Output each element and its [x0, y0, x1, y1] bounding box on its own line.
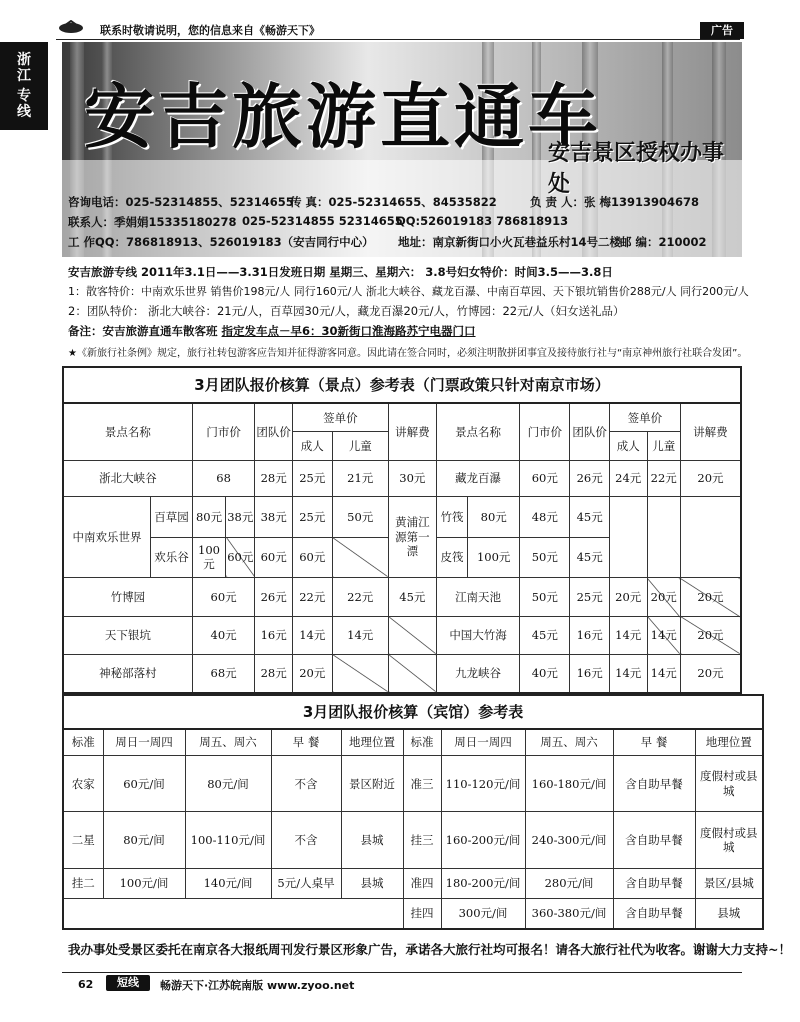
adult-price: 38元 — [255, 497, 293, 537]
col-header-adult: 成人 — [292, 432, 332, 460]
col-header-gate: 门市价 — [192, 403, 255, 460]
group-price: 28元 — [255, 654, 293, 693]
weekday-price: 80元/间 — [103, 812, 185, 868]
group-price: 38元 — [226, 497, 255, 537]
work-qq: 工 作QQ：786818913、526019183（安吉同行中心） — [68, 235, 374, 249]
spot-name: 竹博园 — [63, 578, 192, 616]
location: 县城 — [695, 899, 763, 929]
weekend-price: 100-110元/间 — [185, 812, 271, 868]
sub-spot-name: 皮筏 — [436, 537, 467, 577]
location: 度假村或县城 — [695, 756, 763, 812]
breakfast: 含自助早餐 — [613, 868, 695, 898]
col-header-child: 儿童 — [332, 432, 388, 460]
adult-price: 14元 — [609, 616, 647, 654]
adult-price: 60元 — [255, 537, 293, 577]
group-price: 48元 — [520, 497, 570, 537]
hotel-grade: 准四 — [403, 868, 441, 898]
breakfast: 含自助早餐 — [613, 756, 695, 812]
child-price: 14元 — [332, 616, 388, 654]
section-tab-char: 线 — [17, 104, 31, 120]
ad-banner — [62, 42, 742, 257]
group-price: 26元 — [570, 460, 610, 496]
weekend-price: 240-300元/间 — [525, 812, 613, 868]
group-price-line: 2：团队特价： 浙北大峡谷：21元/人，百草园30元/人，藏龙百瀑20元/人，竹博园：22元/人（妇女送礼品） — [68, 304, 625, 318]
contact-person: 联系人：季娟娟15335180278 — [68, 215, 237, 229]
location: 县城 — [341, 868, 403, 898]
spot-name: 神秘部落村 — [63, 654, 192, 693]
remark-line — [68, 323, 476, 339]
hotel-grade: 二星 — [63, 812, 103, 868]
contact-qq: QQ:526019183 786818913 — [396, 214, 569, 228]
table-row — [63, 497, 741, 537]
page-footer — [62, 972, 742, 994]
child-price: 22元 — [647, 460, 680, 496]
table2-header-row — [63, 729, 763, 755]
weekend-price: 280元/间 — [525, 868, 613, 898]
guide-fee: 20元 — [680, 654, 741, 693]
group-price: 16元 — [570, 654, 610, 693]
hotel-grade: 农家 — [63, 756, 103, 812]
gate-price: 80元 — [192, 497, 225, 537]
section-tab — [0, 42, 48, 130]
col-header: 周五、周六 — [185, 729, 271, 755]
col-header: 地理位置 — [695, 729, 763, 755]
gate-price: 100元 — [468, 537, 520, 577]
magazine-logo-icon — [58, 20, 84, 34]
publication-name: 畅游天下·江苏皖南版 www.zyoo.net — [160, 979, 355, 992]
section-tab-char: 专 — [17, 88, 31, 104]
weekend-price: 80元/间 — [185, 756, 271, 812]
weekday-price: 100元/间 — [103, 868, 185, 898]
office-address: 地址：南京新街口小火瓦巷益乐村14号二楼 — [398, 235, 622, 249]
hotel-grade: 挂三 — [403, 812, 441, 868]
empty-cell — [609, 537, 647, 577]
empty-cell — [609, 497, 647, 537]
hotel-grade: 挂二 — [63, 868, 103, 898]
gate-price: 45元 — [520, 616, 570, 654]
location: 景区/县城 — [695, 868, 763, 898]
section-badge: 短线 — [106, 975, 150, 991]
struck-cell — [388, 654, 436, 693]
group-price: 16元 — [570, 616, 610, 654]
guide-fee: 30元 — [388, 460, 436, 496]
child-price: 60元 — [292, 537, 332, 577]
table-row — [63, 812, 763, 868]
child-price: 25元 — [292, 497, 332, 537]
gate-price: 40元 — [520, 654, 570, 693]
hotel-grade: 挂四 — [403, 899, 441, 929]
adult-price: 20元 — [292, 654, 332, 693]
guide-fee: 20元 — [680, 460, 741, 496]
col-header-adult: 成人 — [609, 432, 647, 460]
adult-price: 24元 — [609, 460, 647, 496]
gate-price: 40元 — [192, 616, 255, 654]
contact-phone: 咨询电话：025-52314855、52314655 — [68, 195, 294, 209]
adult-price: 25元 — [292, 460, 332, 496]
location: 度假村或县城 — [695, 812, 763, 868]
scenic-price-table — [62, 366, 742, 694]
col-header: 早 餐 — [613, 729, 695, 755]
empty-cell — [680, 497, 741, 537]
gate-price: 100元 — [192, 537, 225, 577]
individual-price-line: 1：散客特价：中南欢乐世界 销售价198元/人 同行160元/人 浙北大峡谷、藏龙百瀑、中南百草园、天下银坑销售价288元/人 同行200元/人 — [68, 285, 749, 298]
breakfast: 不含 — [271, 812, 341, 868]
guide-fee: 20元 — [680, 578, 741, 616]
struck-cell — [332, 537, 388, 577]
col-header: 标准 — [403, 729, 441, 755]
empty-cell — [341, 899, 403, 929]
empty-cell — [680, 537, 741, 577]
empty-cell — [647, 497, 680, 537]
gate-price: 68 — [192, 460, 255, 496]
col-header-sign: 签单价 — [292, 403, 388, 431]
weekday-price: 300元/间 — [441, 899, 525, 929]
table1-caption: 3月团队报价核算（景点）参考表（门票政策只针对南京市场） — [63, 367, 741, 403]
col-header: 标准 — [63, 729, 103, 755]
col-header: 周日一周四 — [441, 729, 525, 755]
child-price: 21元 — [332, 460, 388, 496]
schedule-line: 安吉旅游专线 2011年3.1日——3.31日发班日期 星期三、星期六： 3.8号妇女特价：时间3.5——3.8日 — [68, 265, 613, 279]
weekday-price: 160-200元/间 — [441, 812, 525, 868]
footer-divider — [62, 972, 742, 973]
page-number: 62 — [78, 978, 94, 991]
gate-price: 60元 — [520, 460, 570, 496]
group-price: 50元 — [520, 537, 570, 577]
group-price: 60元 — [226, 537, 255, 577]
hotel-grade: 准三 — [403, 756, 441, 812]
group-price: 28元 — [255, 460, 293, 496]
weekend-price: 360-380元/间 — [525, 899, 613, 929]
adult-price: 22元 — [292, 578, 332, 616]
location: 景区附近 — [341, 756, 403, 812]
spot-name: 藏龙百瀑 — [436, 460, 519, 496]
gate-price: 50元 — [520, 578, 570, 616]
postal-code: 邮 编：210002 — [620, 235, 707, 249]
departure-point: 指定发车点－早6：30新街口淮海路苏宁电器门口 — [221, 324, 476, 338]
breakfast: 含自助早餐 — [613, 899, 695, 929]
col-header: 地理位置 — [341, 729, 403, 755]
hotel-price-table — [62, 694, 764, 930]
section-tab-char: 江 — [17, 68, 31, 84]
regulation-note: ★《新旅行社条例》规定，旅行社转包游客应告知并征得游客同意。因此请在签合同时，必须注明散拼团事宜及接待旅行社与“南京神州旅行社联合发团”。 — [68, 348, 748, 359]
remark-text: 备注：安吉旅游直通车散客班 — [68, 324, 222, 338]
banner-title: 安吉旅游直通车 — [84, 76, 602, 158]
table-row — [63, 899, 763, 929]
weekday-price: 110-120元/间 — [441, 756, 525, 812]
gate-price: 60元 — [192, 578, 255, 616]
table-row — [63, 654, 741, 693]
col-header-name: 景点名称 — [436, 403, 519, 460]
sub-spot-name: 欢乐谷 — [151, 537, 193, 577]
spot-name: 黄浦江源第一漂 — [388, 497, 436, 578]
col-header-sign: 签单价 — [609, 403, 680, 431]
spot-name: 中国大竹海 — [436, 616, 519, 654]
table2-caption: 3月团队报价核算（宾馆）参考表 — [63, 695, 763, 729]
table-row — [63, 460, 741, 496]
contact-phone-2: 025-52314855 52314655 — [242, 214, 403, 228]
child-price: 14元 — [647, 616, 680, 654]
contact-fax: 传 真：025-52314655、84535822 — [290, 195, 497, 209]
col-header-guide: 讲解费 — [680, 403, 741, 460]
sub-spot-name: 百草园 — [151, 497, 193, 537]
location: 县城 — [341, 812, 403, 868]
group-price: 26元 — [255, 578, 293, 616]
col-header-child: 儿童 — [647, 432, 680, 460]
weekday-price: 60元/间 — [103, 756, 185, 812]
empty-cell — [63, 899, 103, 929]
col-header-group: 团队价 — [255, 403, 293, 460]
section-tab-char: 浙 — [17, 52, 31, 68]
col-header: 周五、周六 — [525, 729, 613, 755]
col-header-guide: 讲解费 — [388, 403, 436, 460]
empty-cell — [271, 899, 341, 929]
weekend-price: 140元/间 — [185, 868, 271, 898]
spot-name: 九龙峡谷 — [436, 654, 519, 693]
struck-cell — [388, 616, 436, 654]
source-notice: 联系时敬请说明，您的信息来自《畅游天下》 — [100, 24, 320, 37]
breakfast: 不含 — [271, 756, 341, 812]
col-header-name: 景点名称 — [63, 403, 192, 460]
group-price: 25元 — [570, 578, 610, 616]
weekend-price: 160-180元/间 — [525, 756, 613, 812]
col-header-group: 团队价 — [570, 403, 610, 460]
breakfast: 5元/人桌早 — [271, 868, 341, 898]
struck-cell — [332, 654, 388, 693]
empty-cell — [103, 899, 185, 929]
spot-name: 天下银坑 — [63, 616, 192, 654]
adult-price: 14元 — [292, 616, 332, 654]
guide-fee: 45元 — [388, 578, 436, 616]
col-header: 早 餐 — [271, 729, 341, 755]
guide-fee: 20元 — [680, 616, 741, 654]
col-header-gate: 门市价 — [520, 403, 570, 460]
adult-price: 20元 — [609, 578, 647, 616]
spot-name: 中南欢乐世界 — [63, 497, 151, 578]
breakfast: 含自助早餐 — [613, 812, 695, 868]
adult-price: 14元 — [609, 654, 647, 693]
spot-name: 浙北大峡谷 — [63, 460, 192, 496]
group-price: 16元 — [255, 616, 293, 654]
table-row — [63, 868, 763, 898]
weekday-price: 180-200元/间 — [441, 868, 525, 898]
ad-tag: 广告 — [700, 22, 744, 39]
banner-subtitle: 安吉景区授权办事处 — [548, 141, 725, 197]
table-row — [63, 578, 741, 616]
guide-fee: 50元 — [332, 497, 388, 537]
child-price: 20元 — [647, 578, 680, 616]
gate-price: 68元 — [192, 654, 255, 693]
child-price: 14元 — [647, 654, 680, 693]
table-row — [63, 616, 741, 654]
header-divider — [56, 39, 740, 40]
col-header: 周日一周四 — [103, 729, 185, 755]
child-price: 22元 — [332, 578, 388, 616]
closing-statement: 我办事处受景区委托在南京各大报纸周刊发行景区形象广告，承诺各大旅行社均可报名！请各大旅行社代为收客。谢谢大力支持~！ — [68, 942, 791, 957]
empty-cell — [647, 537, 680, 577]
contact-manager: 负 责 人：张 梅13913904678 — [530, 195, 700, 209]
sub-spot-name: 竹筏 — [436, 497, 467, 537]
adult-price: 45元 — [570, 537, 610, 577]
top-bar — [0, 0, 800, 40]
spot-name: 江南天池 — [436, 578, 519, 616]
adult-price: 45元 — [570, 497, 610, 537]
empty-cell — [185, 899, 271, 929]
gate-price: 80元 — [468, 497, 520, 537]
table-row — [63, 756, 763, 812]
